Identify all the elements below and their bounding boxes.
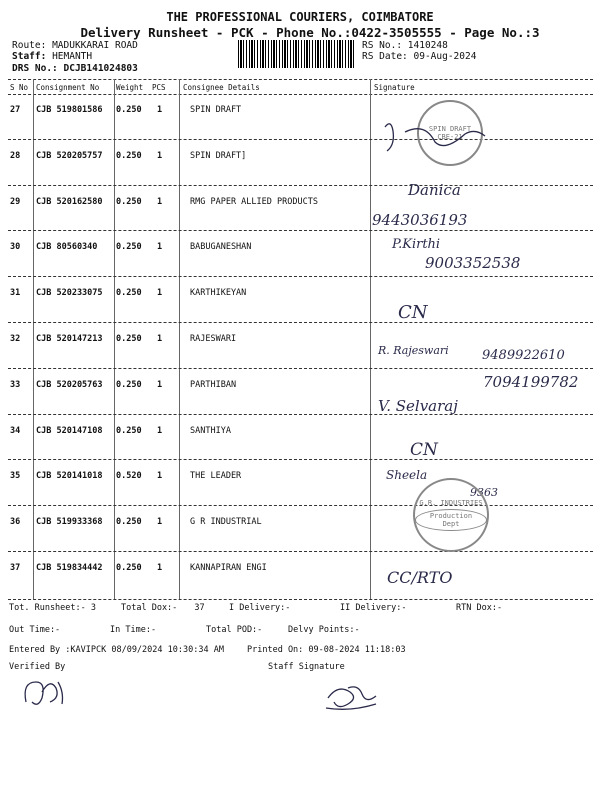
phone-35: 9363 bbox=[470, 486, 498, 499]
cell-consignee: RAJESWARI bbox=[190, 334, 237, 344]
rs-date-label: RS Date: bbox=[362, 51, 408, 62]
cell-sno: 28 bbox=[10, 150, 21, 161]
cell-pcs: 1 bbox=[157, 471, 163, 482]
cell-consignee: SPIN DRAFT bbox=[190, 105, 242, 115]
signature-37: CC/RTO bbox=[387, 568, 453, 587]
company-title: THE PROFESSIONAL COURIERS, COIMBATORE bbox=[166, 10, 434, 24]
cell-pcs: 1 bbox=[157, 425, 163, 436]
table-row bbox=[0, 416, 600, 461]
signature-32: R. Rajeswari bbox=[378, 344, 449, 357]
cell-sno: 30 bbox=[10, 242, 21, 253]
cell-consignee: RMG PAPER ALLIED PRODUCTS bbox=[190, 196, 318, 207]
in-time: In Time:- bbox=[110, 625, 157, 635]
cell-consignee: SANTHIYA bbox=[190, 425, 231, 436]
cell-pcs: 1 bbox=[157, 379, 163, 390]
cell-sno: 35 bbox=[10, 471, 21, 482]
row-divider bbox=[8, 230, 593, 231]
cell-cno: CJB 520141018 bbox=[36, 471, 103, 482]
table-row bbox=[0, 553, 600, 598]
total-dox bbox=[121, 603, 205, 613]
cell-weight: 0.250 bbox=[116, 150, 142, 161]
cell-cno: CJB 520205763 bbox=[36, 379, 103, 390]
phone-30: 9003352538 bbox=[425, 254, 521, 272]
cell-sno: 32 bbox=[10, 334, 21, 344]
table-row bbox=[0, 141, 600, 186]
cell-cno: CJB 80560340 bbox=[36, 242, 98, 253]
signature-35: Sheela bbox=[386, 468, 428, 482]
table-row bbox=[0, 95, 600, 140]
row-divider bbox=[8, 139, 593, 140]
cell-consignee: PARTHIBAN bbox=[190, 379, 237, 390]
cell-weight: 0.250 bbox=[116, 105, 142, 115]
verifier-signature bbox=[18, 672, 78, 717]
printed-on: Printed On: 09-08-2024 11:18:03 bbox=[247, 645, 406, 655]
cell-weight: 0.250 bbox=[116, 517, 142, 528]
table-row bbox=[0, 507, 600, 552]
signature-31: CN bbox=[398, 302, 428, 323]
drs-value: DCJB141024803 bbox=[63, 63, 138, 74]
col-header-weight: Weight bbox=[116, 83, 144, 92]
cell-consignee: THE LEADER bbox=[190, 471, 242, 482]
cell-sno: 27 bbox=[10, 105, 21, 115]
staff-label: Staff: bbox=[12, 51, 47, 62]
rs-date-line bbox=[362, 51, 476, 62]
cell-cno: CJB 519834442 bbox=[36, 563, 103, 573]
staff-line bbox=[12, 51, 92, 62]
staff-value: HEMANTH bbox=[52, 51, 93, 62]
cell-weight: 0.250 bbox=[116, 425, 142, 436]
cell-cno: CJB 520162580 bbox=[36, 196, 103, 207]
cell-pcs: 1 bbox=[157, 196, 163, 207]
total-dox-label: Total Dox:- bbox=[121, 603, 178, 613]
route-value: MADUKKARAI ROAD bbox=[52, 40, 138, 51]
table-row bbox=[0, 461, 600, 506]
cell-sno: 34 bbox=[10, 425, 21, 436]
row-divider bbox=[8, 551, 593, 552]
staff-signature bbox=[322, 678, 382, 716]
row-divider bbox=[8, 322, 593, 323]
entered-by: Entered By :KAVIPCK 08/09/2024 10:30:34 AM bbox=[9, 645, 224, 655]
cell-consignee: KARTHIKEYAN bbox=[190, 288, 247, 299]
row-divider bbox=[8, 505, 593, 506]
rs-date-value: 09-Aug-2024 bbox=[413, 51, 477, 62]
cell-weight: 0.250 bbox=[116, 379, 142, 390]
tot-runsheet: Tot. Runsheet:- 3 bbox=[9, 603, 96, 613]
cell-weight: 0.250 bbox=[116, 288, 142, 299]
cell-cno: CJB 520233075 bbox=[36, 288, 103, 299]
cell-weight: 0.250 bbox=[116, 334, 142, 344]
delvy-points: Delvy Points:- bbox=[288, 625, 360, 635]
stamp-name: SPIN DRAFT bbox=[428, 125, 472, 133]
gr-industries-stamp bbox=[413, 478, 489, 552]
phone-29: 9443036193 bbox=[372, 211, 468, 229]
cell-cno: CJB 519933368 bbox=[36, 517, 103, 528]
i-delivery: I Delivery:- bbox=[229, 603, 291, 613]
rs-no-value: 1410248 bbox=[407, 40, 448, 51]
col-header-pcs: PCS bbox=[152, 83, 166, 92]
cell-cno: CJB 519801586 bbox=[36, 105, 103, 115]
staff-signature-label: Staff Signature bbox=[268, 662, 345, 672]
rs-no-line bbox=[362, 40, 448, 51]
total-pod: Total POD:- bbox=[206, 625, 263, 635]
cell-weight: 0.250 bbox=[116, 563, 142, 573]
cell-sno: 36 bbox=[10, 517, 21, 528]
cell-pcs: 1 bbox=[157, 150, 163, 161]
col-header-sno: S No bbox=[10, 83, 29, 92]
drs-line bbox=[12, 63, 138, 74]
cell-pcs: 1 bbox=[157, 288, 163, 299]
stamp-city: CBE-21 bbox=[437, 133, 463, 141]
signature-29: Danica bbox=[408, 181, 461, 199]
cell-weight: 0.250 bbox=[116, 242, 142, 253]
row-divider bbox=[8, 368, 593, 369]
route-line bbox=[12, 40, 138, 51]
col-header-consignee: Consignee Details bbox=[183, 83, 260, 92]
row-divider bbox=[8, 276, 593, 277]
cell-cno: CJB 520205757 bbox=[36, 150, 103, 161]
cell-sno: 31 bbox=[10, 288, 21, 299]
stamp-name: G.R. INDUSTRIES bbox=[419, 499, 483, 507]
ii-delivery: II Delivery:- bbox=[340, 603, 407, 613]
table-row bbox=[0, 278, 600, 323]
row-divider bbox=[8, 185, 593, 186]
signature-scribble-27 bbox=[375, 112, 505, 162]
signature-30: P.Kirthi bbox=[392, 237, 441, 252]
out-time: Out Time:- bbox=[9, 625, 61, 635]
barcode bbox=[238, 40, 356, 68]
runsheet-subtitle: Delivery Runsheet - PCK - Phone No.:0422-3505555 - Page No.:3 bbox=[80, 25, 540, 40]
row-divider bbox=[8, 459, 593, 460]
cell-weight: 0.250 bbox=[116, 196, 142, 207]
cell-cno: CJB 520147108 bbox=[36, 425, 103, 436]
phone-33: 7094199782 bbox=[483, 373, 579, 391]
row-divider bbox=[8, 414, 593, 415]
route-label: Route: bbox=[12, 40, 47, 51]
table-bottom-rule bbox=[8, 599, 593, 600]
phone-32: 9489922610 bbox=[482, 348, 565, 363]
cell-pcs: 1 bbox=[157, 563, 163, 573]
col-header-consignment: Consignment No bbox=[36, 83, 100, 92]
verified-by: Verified By bbox=[9, 662, 66, 672]
total-dox-value: 37 bbox=[194, 603, 205, 613]
cell-sno: 29 bbox=[10, 196, 21, 207]
cell-consignee: G R INDUSTRIAL bbox=[190, 517, 262, 528]
cell-pcs: 1 bbox=[157, 334, 163, 344]
cell-sno: 33 bbox=[10, 379, 21, 390]
cell-consignee: SPIN DRAFT] bbox=[190, 150, 247, 161]
drs-label: DRS No.: bbox=[12, 63, 58, 74]
col-header-signature: Signature bbox=[374, 83, 415, 92]
cell-sno: 37 bbox=[10, 563, 21, 573]
signature-34: CN bbox=[410, 440, 438, 460]
rtn-dox: RTN Dox:- bbox=[456, 603, 503, 613]
cell-cno: CJB 520147213 bbox=[36, 334, 103, 344]
stamp-dept: Production Dept bbox=[415, 509, 487, 531]
rs-no-label: RS No.: bbox=[362, 40, 403, 51]
cell-pcs: 1 bbox=[157, 517, 163, 528]
cell-weight: 0.520 bbox=[116, 471, 142, 482]
cell-pcs: 1 bbox=[157, 105, 163, 115]
table-top-rule bbox=[8, 79, 593, 80]
table-row bbox=[0, 187, 600, 232]
cell-pcs: 1 bbox=[157, 242, 163, 253]
cell-consignee: BABUGANESHAN bbox=[190, 242, 252, 253]
cell-consignee: KANNAPIRAN ENGI bbox=[190, 563, 267, 573]
signature-33: V. Selvaraj bbox=[378, 397, 458, 415]
